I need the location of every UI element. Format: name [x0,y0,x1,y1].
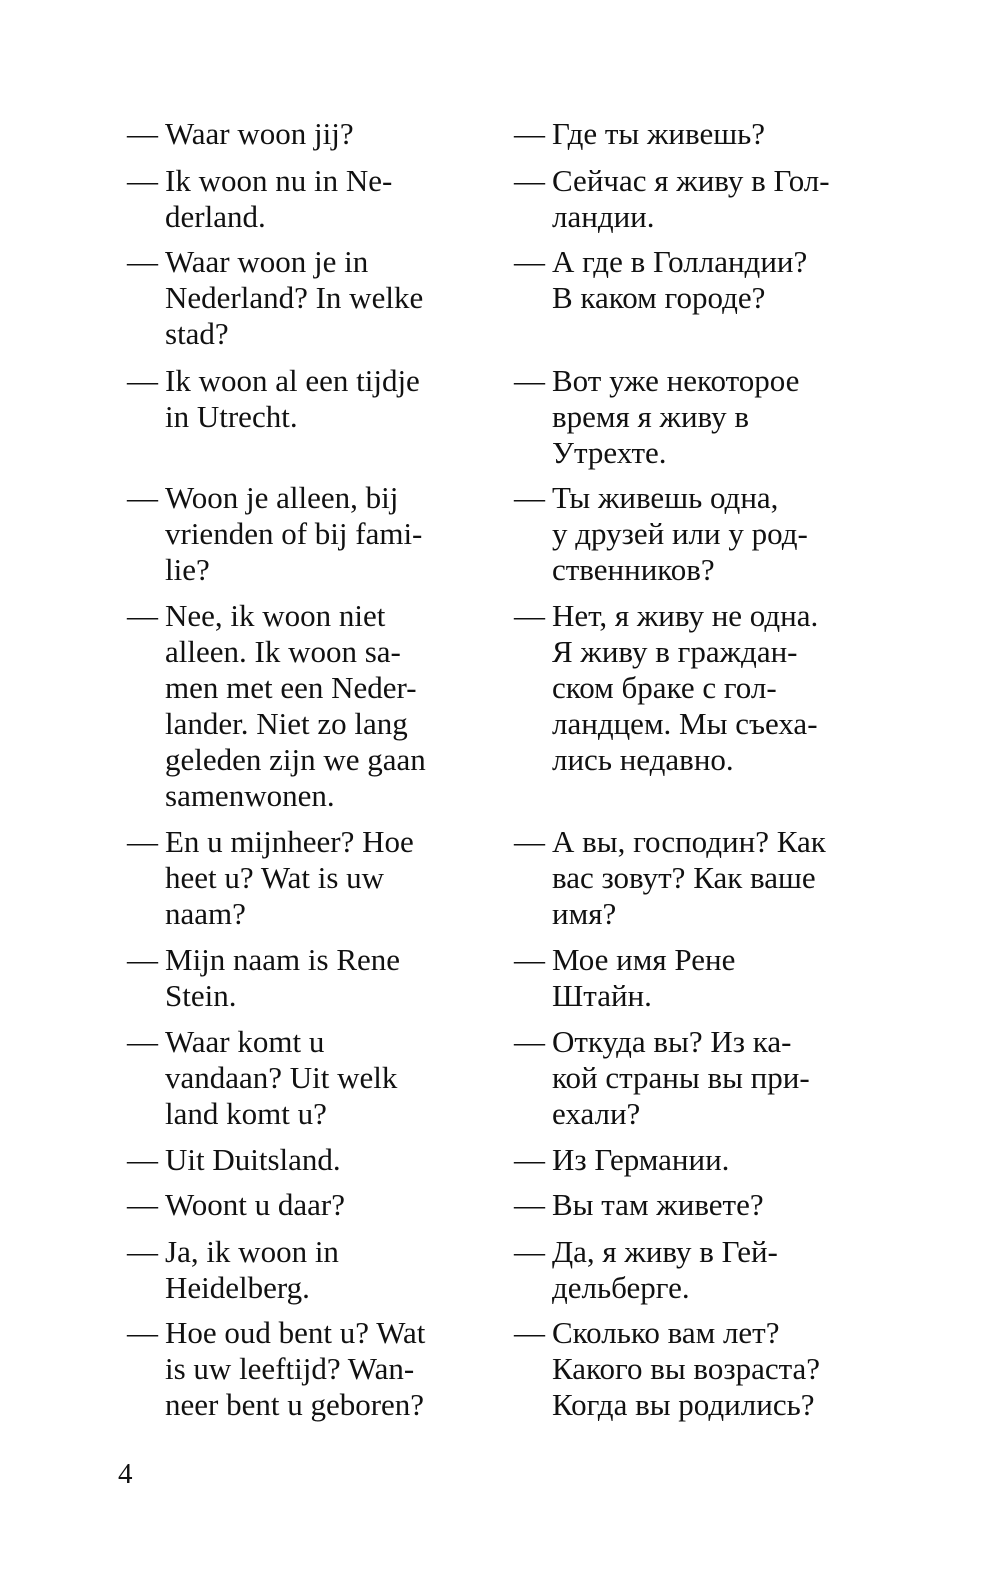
dutch-text: Woont u daar? [165,1187,345,1222]
dutch-text: Waar woon je in Nederland? In welke stad? [165,244,424,351]
russian-text: А вы, господин? Как вас зовут? Как ваше имя? [552,824,826,931]
dutch-text: Ik woon nu in Ne- derland. [165,163,393,234]
russian-text: Сейчас я живу в Гол- ландии. [552,163,830,234]
dutch-text: En u mijnheer? Hoe heet u? Wat is uw naam? [165,824,414,931]
dash: — [514,824,545,859]
dutch-text: Uit Duitsland. [165,1142,341,1177]
dash: — [514,1234,545,1269]
russian-text: Сколько вам лет? Какого вы возраста? Когда вы родились? [552,1315,821,1422]
dash: — [127,942,158,977]
dutch-text: Ik woon al een tijdje in Utrecht. [165,363,420,434]
russian-text: Ты живешь одна, у друзей или у род- ственников? [552,480,808,587]
dash: — [514,942,545,977]
dutch-text: Ja, ik woon in Heidelberg. [165,1234,339,1305]
russian-text: Где ты живешь? [552,116,765,151]
dutch-text: Woon je alleen, bij vrienden of bij fami- lie? [165,480,423,587]
dash: — [127,116,158,151]
dash: — [514,1315,545,1350]
dash: — [514,363,545,398]
russian-text: Да, я живу в Гей- дельберге. [552,1234,778,1305]
dash: — [127,1315,158,1350]
dutch-text: Waar woon jij? [165,116,354,151]
dash: — [127,824,158,859]
dash: — [514,1142,545,1177]
dash: — [127,1024,158,1059]
dash: — [127,598,158,633]
russian-text: Из Германии. [552,1142,730,1177]
dutch-text: Hoe oud bent u? Wat is uw leeftijd? Wan- neer bent u geboren? [165,1315,426,1422]
dutch-text: Waar komt u vandaan? Uit welk land komt u? [165,1024,398,1131]
dash: — [127,163,158,198]
dash: — [514,1187,545,1222]
dash: — [514,480,545,515]
dutch-text: Mijn naam is Rene Stein. [165,942,401,1013]
dash: — [127,1142,158,1177]
dash: — [514,244,545,279]
dash: — [127,480,158,515]
dash: — [127,363,158,398]
dash: — [127,1234,158,1269]
dash: — [514,163,545,198]
dash: — [514,1024,545,1059]
russian-text: Откуда вы? Из ка- кой страны вы при- ехали? [552,1024,810,1131]
dutch-text: Nee, ik woon niet alleen. Ik woon sa- men met een Neder- lander. Niet zo lang geleden zijn we gaan samenwonen. [165,598,426,813]
russian-text: Мое имя Рене Штайн. [552,942,736,1013]
russian-text: Вот уже некоторое время я живу в Утрехте. [552,363,800,470]
dash: — [127,244,158,279]
russian-text: А где в Голландии? В каком городе? [552,244,808,315]
dash: — [127,1187,158,1222]
russian-text: Нет, я живу не одна. Я живу в граждан- ском браке с гол- ландцем. Мы съеха- лись недавно. [552,598,819,777]
dash: — [514,598,545,633]
dash: — [514,116,545,151]
russian-text: Вы там живете? [552,1187,764,1222]
page-number: 4 [118,1458,133,1490]
